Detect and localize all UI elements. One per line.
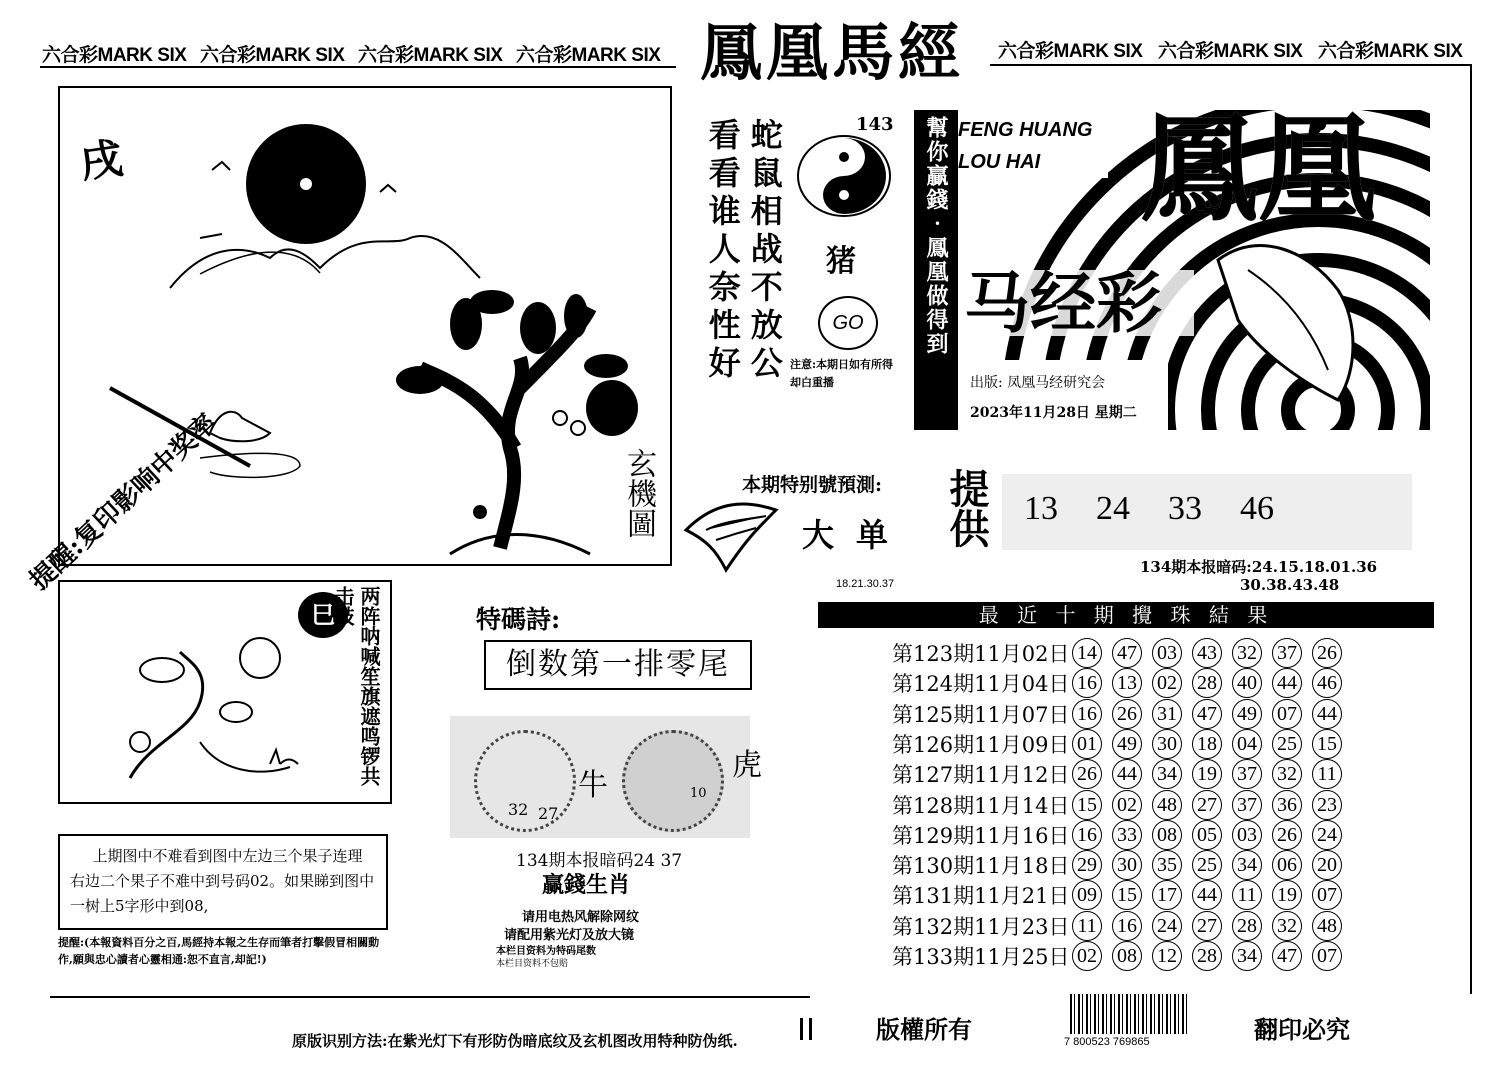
- result-ball: 08: [1152, 820, 1182, 850]
- results-row: [892, 820, 1352, 850]
- corner-character: 戌: [77, 133, 126, 188]
- result-ball: 47: [1192, 699, 1222, 729]
- result-ball: 19: [1192, 759, 1222, 789]
- poem-column-2: 蛇鼠相战不放公: [745, 118, 784, 384]
- result-ball: 16: [1072, 820, 1102, 850]
- banner-title-sub: 马经彩: [964, 270, 1194, 336]
- result-ball: 13: [1112, 668, 1142, 698]
- disclaimer-text: 提醒:(本報資料百分之百,馬經持本報之生存而筆者打擊假冒相關動作,願與忠心讀者心靈相通:恕不直言,却記!): [58, 936, 380, 966]
- secret-line-2: 30.38.43.48: [1240, 576, 1340, 594]
- result-ball: 31: [1152, 699, 1182, 729]
- go-badge: GO: [818, 296, 878, 350]
- results-row-label: 第126期11月09日: [892, 732, 1070, 757]
- results-row-label: 第133期11月25日: [892, 945, 1070, 969]
- result-ball: 20: [1312, 850, 1342, 880]
- header-mark-5: 六合彩MARK SIX: [998, 41, 1143, 62]
- result-ball: 36: [1272, 790, 1302, 820]
- footer-bar: [800, 1018, 812, 1040]
- poem-animal: 猪: [826, 244, 856, 279]
- result-ball: 07: [1272, 699, 1302, 729]
- zodiac-panel: [450, 716, 750, 838]
- zodiac-number-1: 32: [508, 800, 529, 819]
- results-row: [892, 729, 1352, 759]
- result-ball: 32: [1272, 759, 1302, 789]
- result-ball: 29: [1072, 850, 1102, 880]
- results-row-label: 第131期11月21日: [892, 884, 1070, 909]
- result-ball: 28: [1232, 911, 1262, 941]
- result-ball: 35: [1152, 850, 1182, 880]
- banner-side-text: 幫你贏錢‧鳳凰做得到: [923, 116, 949, 356]
- result-ball: 33: [1112, 820, 1142, 850]
- barcode-icon: [1070, 994, 1190, 1034]
- hint-box: 上期图中不难看到图中左边三个果子连理右边二个果子不难中到号码02。如果睇到图中一树上5字形中到08,: [58, 834, 388, 930]
- result-ball: 15: [1072, 790, 1102, 820]
- result-ball: 34: [1152, 759, 1182, 789]
- result-ball: 23: [1312, 790, 1342, 820]
- special-poem-label: 特碼詩:: [476, 605, 561, 634]
- result-ball: 44: [1192, 880, 1222, 910]
- results-row: [892, 941, 1352, 971]
- result-ball: 16: [1112, 911, 1142, 941]
- poem-column-1: 看看谁人奈性好: [703, 118, 742, 384]
- result-ball: 46: [1312, 668, 1342, 698]
- result-ball: 26: [1312, 638, 1342, 668]
- zodiac-animal-1: 牛: [578, 768, 608, 803]
- results-row-label: 第132期11月23日: [892, 914, 1070, 939]
- result-ball: 15: [1112, 880, 1142, 910]
- zodiac-line-3: 本栏目资料为特码尾数: [496, 946, 596, 957]
- result-ball: 30: [1152, 729, 1182, 759]
- result-ball: 15: [1312, 729, 1342, 759]
- barcode-number: 7 800523 769865: [1064, 1036, 1150, 1048]
- result-ball: 47: [1272, 941, 1302, 971]
- footer-rule: [50, 996, 810, 998]
- special-pred-label: 本期特别號預測:: [742, 474, 883, 496]
- pred-number: 33: [1168, 490, 1202, 527]
- result-ball: 37: [1272, 638, 1302, 668]
- result-ball: 26: [1272, 820, 1302, 850]
- page-title: 鳳凰馬經: [700, 16, 965, 89]
- results-row-label: 第125期11月07日: [892, 702, 1070, 727]
- pred-number: 46: [1240, 490, 1274, 527]
- result-ball: 16: [1072, 668, 1102, 698]
- header-mark-1: 六合彩MARK SIX: [42, 45, 187, 66]
- result-ball: 02: [1112, 790, 1142, 820]
- header-mark-2: 六合彩MARK SIX: [200, 45, 345, 66]
- banner-date: 2023年11月28日 星期二: [970, 402, 1137, 422]
- result-ball: 25: [1272, 729, 1302, 759]
- result-ball: 49: [1232, 699, 1262, 729]
- header-rule-left: [40, 66, 676, 68]
- poem-number: 143: [856, 114, 894, 135]
- result-ball: 01: [1072, 729, 1102, 759]
- result-ball: 17: [1152, 880, 1182, 910]
- mid-badge: 巳: [298, 592, 348, 638]
- result-ball: 37: [1232, 790, 1262, 820]
- zodiac-line-1: 请用电热风解除网纹: [522, 910, 640, 925]
- result-ball: 24: [1152, 911, 1182, 941]
- header-mark-4: 六合彩MARK SIX: [516, 45, 661, 66]
- yin-yang-icon: [794, 132, 894, 218]
- banner-publisher: 出版: 凤凰马经研究会: [970, 372, 1105, 392]
- result-ball: 47: [1112, 638, 1142, 668]
- result-ball: 03: [1152, 638, 1182, 668]
- results-row: [892, 911, 1352, 941]
- banner-panel: [958, 110, 1430, 430]
- result-ball: 37: [1232, 759, 1262, 789]
- result-ball: 06: [1272, 850, 1302, 880]
- result-ball: 26: [1112, 699, 1142, 729]
- secret-code: [1140, 556, 1377, 577]
- pred-number: 24: [1096, 490, 1130, 527]
- small-numbers: 18.21.30.37: [836, 578, 895, 590]
- result-ball: 11: [1232, 880, 1262, 910]
- result-ball: 07: [1312, 941, 1342, 971]
- reminder-prefix: 提醒:: [24, 532, 90, 597]
- results-row: [892, 759, 1352, 789]
- header-mark-6: 六合彩MARK SIX: [1158, 41, 1303, 62]
- poem-note: 注意:本期日如有所得却白重播: [790, 358, 894, 389]
- banner-side-strip: [914, 110, 958, 430]
- result-ball: 18: [1192, 729, 1222, 759]
- result-ball: 27: [1192, 911, 1222, 941]
- result-ball: 14: [1072, 638, 1102, 668]
- result-ball: 25: [1192, 850, 1222, 880]
- result-ball: 24: [1312, 820, 1342, 850]
- zodiac-number-3: 10: [690, 786, 707, 801]
- results-row: [892, 638, 1352, 668]
- result-ball: 34: [1232, 850, 1262, 880]
- result-ball: 40: [1232, 668, 1262, 698]
- result-ball: 26: [1072, 759, 1102, 789]
- results-row-label: 第124期11月04日: [892, 672, 1070, 697]
- result-ball: 19: [1272, 880, 1302, 910]
- zodiac-secret: 134期本报暗码24 37: [516, 851, 683, 871]
- zodiac-animal-2: 虎: [732, 748, 762, 783]
- bird-icon: [676, 480, 786, 576]
- copyright-text: 版權所有: [876, 1016, 972, 1044]
- banner-english: FENG HUANG LOU HAI: [958, 114, 1108, 178]
- result-ball: 27: [1192, 790, 1222, 820]
- mid-vertical-text: 两阵呐喊笙旗遮鸣锣共击鼓: [331, 586, 381, 786]
- result-ball: 05: [1192, 820, 1222, 850]
- results-row-label: 第128期11月14日: [892, 793, 1070, 818]
- result-ball: 02: [1072, 941, 1102, 971]
- pred-number-panel: [1002, 474, 1412, 550]
- results-row: [892, 668, 1352, 698]
- result-ball: 12: [1152, 941, 1182, 971]
- result-ball: 11: [1072, 911, 1102, 941]
- results-row-label: 第129期11月16日: [892, 823, 1070, 848]
- zodiac-line-2: 请配用紫光灯及放大镜: [504, 928, 635, 943]
- result-ball: 04: [1232, 729, 1262, 759]
- results-row-label: 第123期11月02日: [892, 642, 1070, 666]
- result-ball: 48: [1312, 911, 1342, 941]
- result-ball: 32: [1272, 911, 1302, 941]
- result-ball: 43: [1192, 638, 1222, 668]
- right-border: [1470, 64, 1472, 994]
- result-ball: 08: [1112, 941, 1142, 971]
- piracy-text: 翻印必究: [1254, 1016, 1350, 1044]
- pred-number: 13: [1024, 490, 1058, 527]
- provide-label: 提供: [943, 468, 990, 548]
- results-row-label: 第130期11月18日: [892, 854, 1070, 879]
- banner-title-big: 鳳凰: [1140, 110, 1377, 238]
- results-row-label: 第127期11月12日: [892, 763, 1070, 788]
- special-poem-text: 倒数第一排零尾: [484, 640, 752, 690]
- special-pred-value: 大单: [802, 516, 911, 554]
- recent-results-table: [892, 638, 1362, 978]
- zodiac-line-4: 本栏目资料不包赔: [496, 959, 569, 969]
- results-row: [892, 790, 1352, 820]
- result-ball: 49: [1112, 729, 1142, 759]
- result-ball: 28: [1192, 668, 1222, 698]
- header-mark-3: 六合彩MARK SIX: [358, 45, 503, 66]
- header-mark-7: 六合彩MARK SIX: [1318, 41, 1463, 62]
- result-ball: 11: [1312, 759, 1342, 789]
- results-row: [892, 850, 1352, 880]
- result-ball: 28: [1192, 941, 1222, 971]
- result-ball: 32: [1232, 638, 1262, 668]
- results-row: [892, 880, 1352, 910]
- result-ball: 34: [1232, 941, 1262, 971]
- result-ball: 48: [1152, 790, 1182, 820]
- result-ball: 30: [1112, 850, 1142, 880]
- zodiac-seal-tiger: [622, 730, 724, 832]
- result-ball: 07: [1312, 880, 1342, 910]
- result-ball: 09: [1072, 880, 1102, 910]
- zodiac-number-2: 27: [538, 804, 559, 823]
- result-ball: 44: [1272, 668, 1302, 698]
- secret-line-1: 24.15.18.01.36: [1251, 558, 1378, 576]
- result-ball: 03: [1232, 820, 1262, 850]
- result-ball: 44: [1112, 759, 1142, 789]
- mid-picture-panel: [58, 580, 392, 804]
- xuanji-caption: 玄機圖: [621, 448, 656, 538]
- id-method: 原版识别方法:在紫光灯下有形防伪暗底纹及玄机图改用特种防伪纸.: [292, 1032, 738, 1050]
- reminder-text: 复印影响中奖率: [69, 408, 223, 555]
- zodiac-title: 赢錢生肖: [542, 872, 631, 898]
- result-ball: 02: [1152, 668, 1182, 698]
- recent-results-header: 最 近 十 期 攪 珠 結 果: [818, 602, 1434, 628]
- secret-label: 134期本报暗码:: [1140, 558, 1252, 576]
- results-row: [892, 699, 1352, 729]
- result-ball: 16: [1072, 699, 1102, 729]
- result-ball: 44: [1312, 699, 1342, 729]
- header-rule-right: [990, 64, 1472, 66]
